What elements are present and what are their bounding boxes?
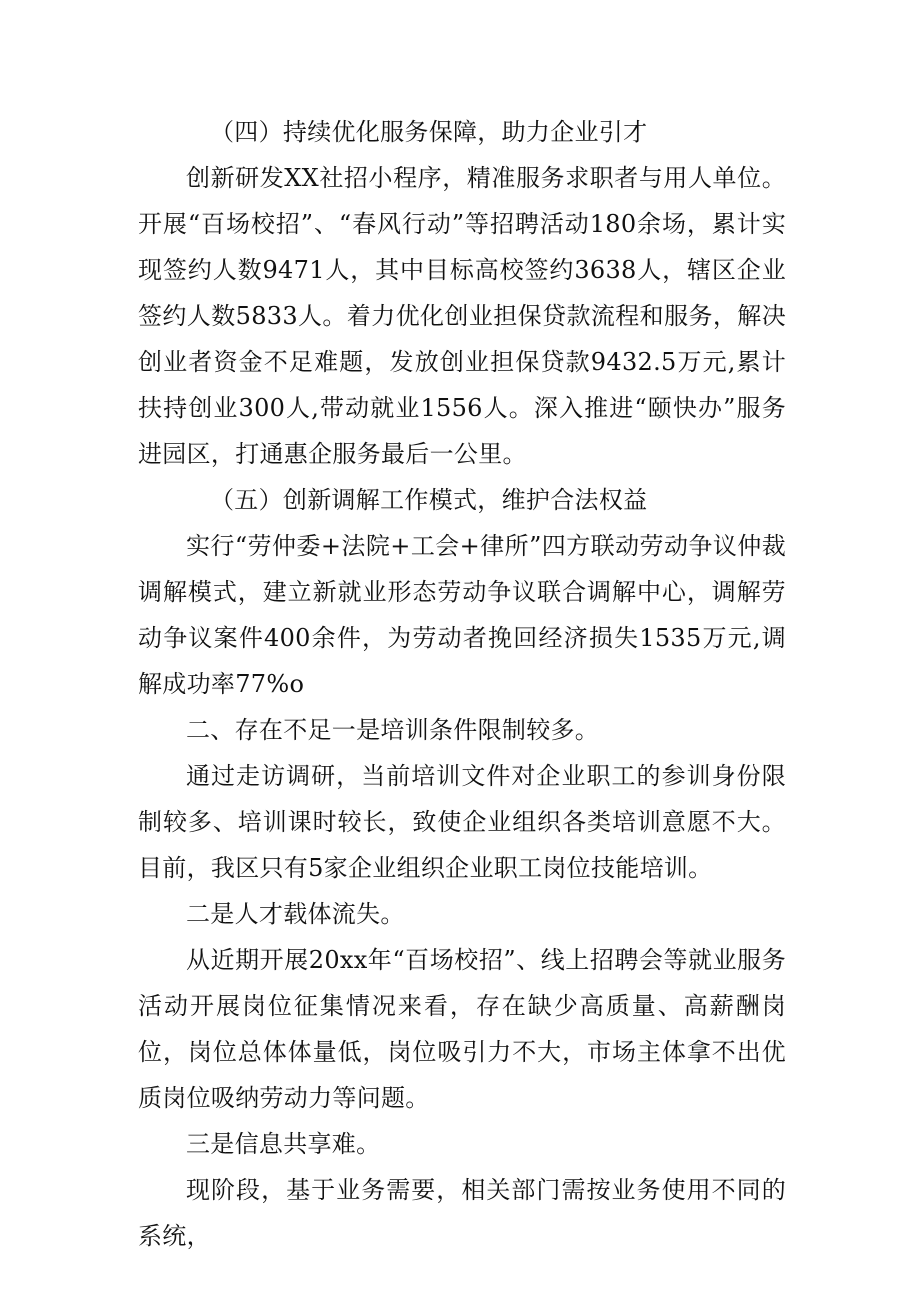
paragraph-mediation-model: 实行“劳仲委+法院+工会+律所”四方联动劳动争议仲裁调解模式，建立新就业形态劳动争议联合调解中心，调解劳动争议案件400余件，为劳动者挽回经济损失1535万元,调解成功率77%o <box>138 532 786 698</box>
paragraph-recruitment-services: 创新研发XX社招小程序，精准服务求职者与用人单位。开展“百场校招”、“春风行动”等招聘活动180余场，累计实现签约人数9471人，其中目标高校签约3638人，辖区企业签约人数5833人。着力优化创业担保贷款流程和服务，解决创业者资金不足难题，发放创业担保贷款9432.5万元,累计扶持创业300人,带动就业1556人。深入推进“颐快办”服务进园区，打通惠企服务最后一公里。 <box>138 164 786 468</box>
paragraph-talent-loss: 二是人才载体流失。 <box>186 900 405 928</box>
paragraph-training-detail: 通过走访调研，当前培训文件对企业职工的参训身份限制较多、培训课时较长，致使企业组织各类培训意愿不大。目前，我区只有5家企业组织企业职工岗位技能培训。 <box>138 762 786 882</box>
document-body <box>138 109 786 1259</box>
paragraph-shortcomings-training: 二、存在不足一是培训条件限制较多。 <box>186 716 600 744</box>
section-heading-4: （四）持续优化服务保障，助力企业引才 <box>210 118 648 146</box>
paragraph-info-sharing: 三是信息共享难。 <box>186 1130 381 1158</box>
paragraph-info-detail: 现阶段，基于业务需要，相关部门需按业务使用不同的系统， <box>138 1176 786 1250</box>
paragraph-talent-detail: 从近期开展20xx年“百场校招”、线上招聘会等就业服务活动开展岗位征集情况来看，存在缺少高质量、高薪酬岗位，岗位总体体量低，岗位吸引力不大，市场主体拿不出优质岗位吸纳劳动力等问题。 <box>138 946 786 1112</box>
section-heading-5: （五）创新调解工作模式，维护合法权益 <box>210 486 648 514</box>
